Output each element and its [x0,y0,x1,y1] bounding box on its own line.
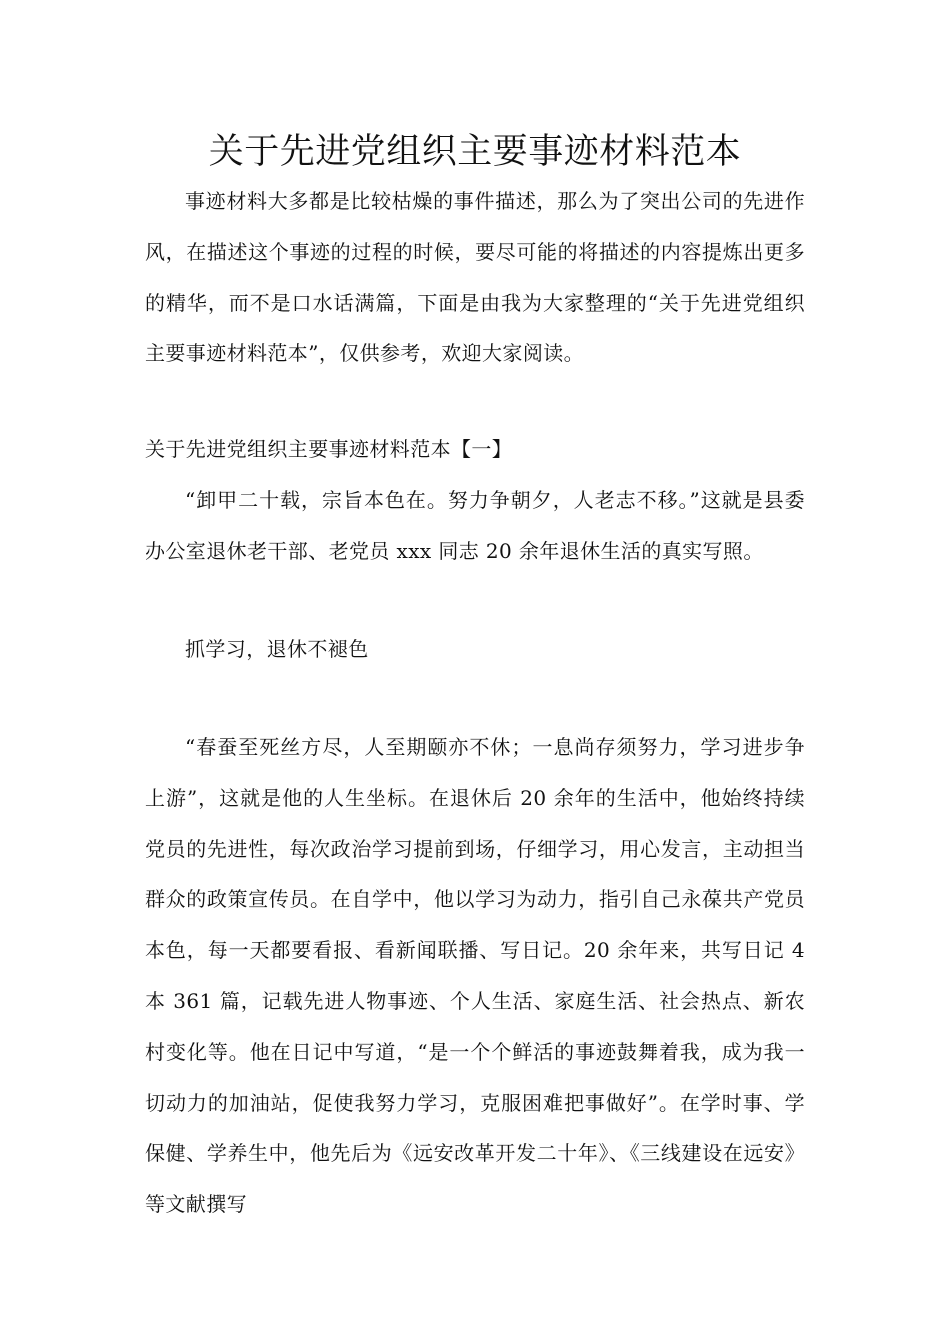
document-title: 关于先进党组织主要事迹材料范本 [208,132,742,172]
body-paragraph-2: “春蚕至死丝方尽，人至期颐亦不休；一息尚存须努力，学习进步争上游”，这就是他的人生坐标。在退休后 20 余年的生活中，他始终持续党员的先进性，每次政治学习提前到场，仔细学习，用心发言，主动担当群众的政策宣传员。在自学中，他以学习为动力，指引自己永葆共产党员本色，每一天都要看报、看新闻联播、写日记。20 余年来，共写日记 4 本 361 篇，记载先进人物事迹、个人生活、家庭生活、社会热点、新农村变化等。他在日记中写道，“是一个个鲜活的事迹鼓舞着我，成为我一切动力的加油站，促使我努力学习，克服困难把事做好”。在学时事、学保健、学养生中，他先后为《远安改革开发二十年》、《三线建设在远安》等文献撰写 [145,735,805,1217]
body-paragraph-1: “卸甲二十载，宗旨本色在。努力争朝夕，人老志不移。”这就是县委办公室退休老干部、老党员 xxx 同志 20 余年退休生活的真实写照。 [145,488,805,563]
intro-paragraph: 事迹材料大多都是比较枯燥的事件描述，那么为了突出公司的先进作风，在描述这个事迹的过程的时候，要尽可能的将描述的内容提炼出更多的精华，而不是口水话满篇，下面是由我为大家整理的“关于先进党组织主要事迹材料范本”，仅供参考，欢迎大家阅读。 [145,189,805,366]
subheading: 抓学习，退休不褪色 [185,637,369,661]
section-heading: 关于先进党组织主要事迹材料范本【一】 [145,437,513,461]
